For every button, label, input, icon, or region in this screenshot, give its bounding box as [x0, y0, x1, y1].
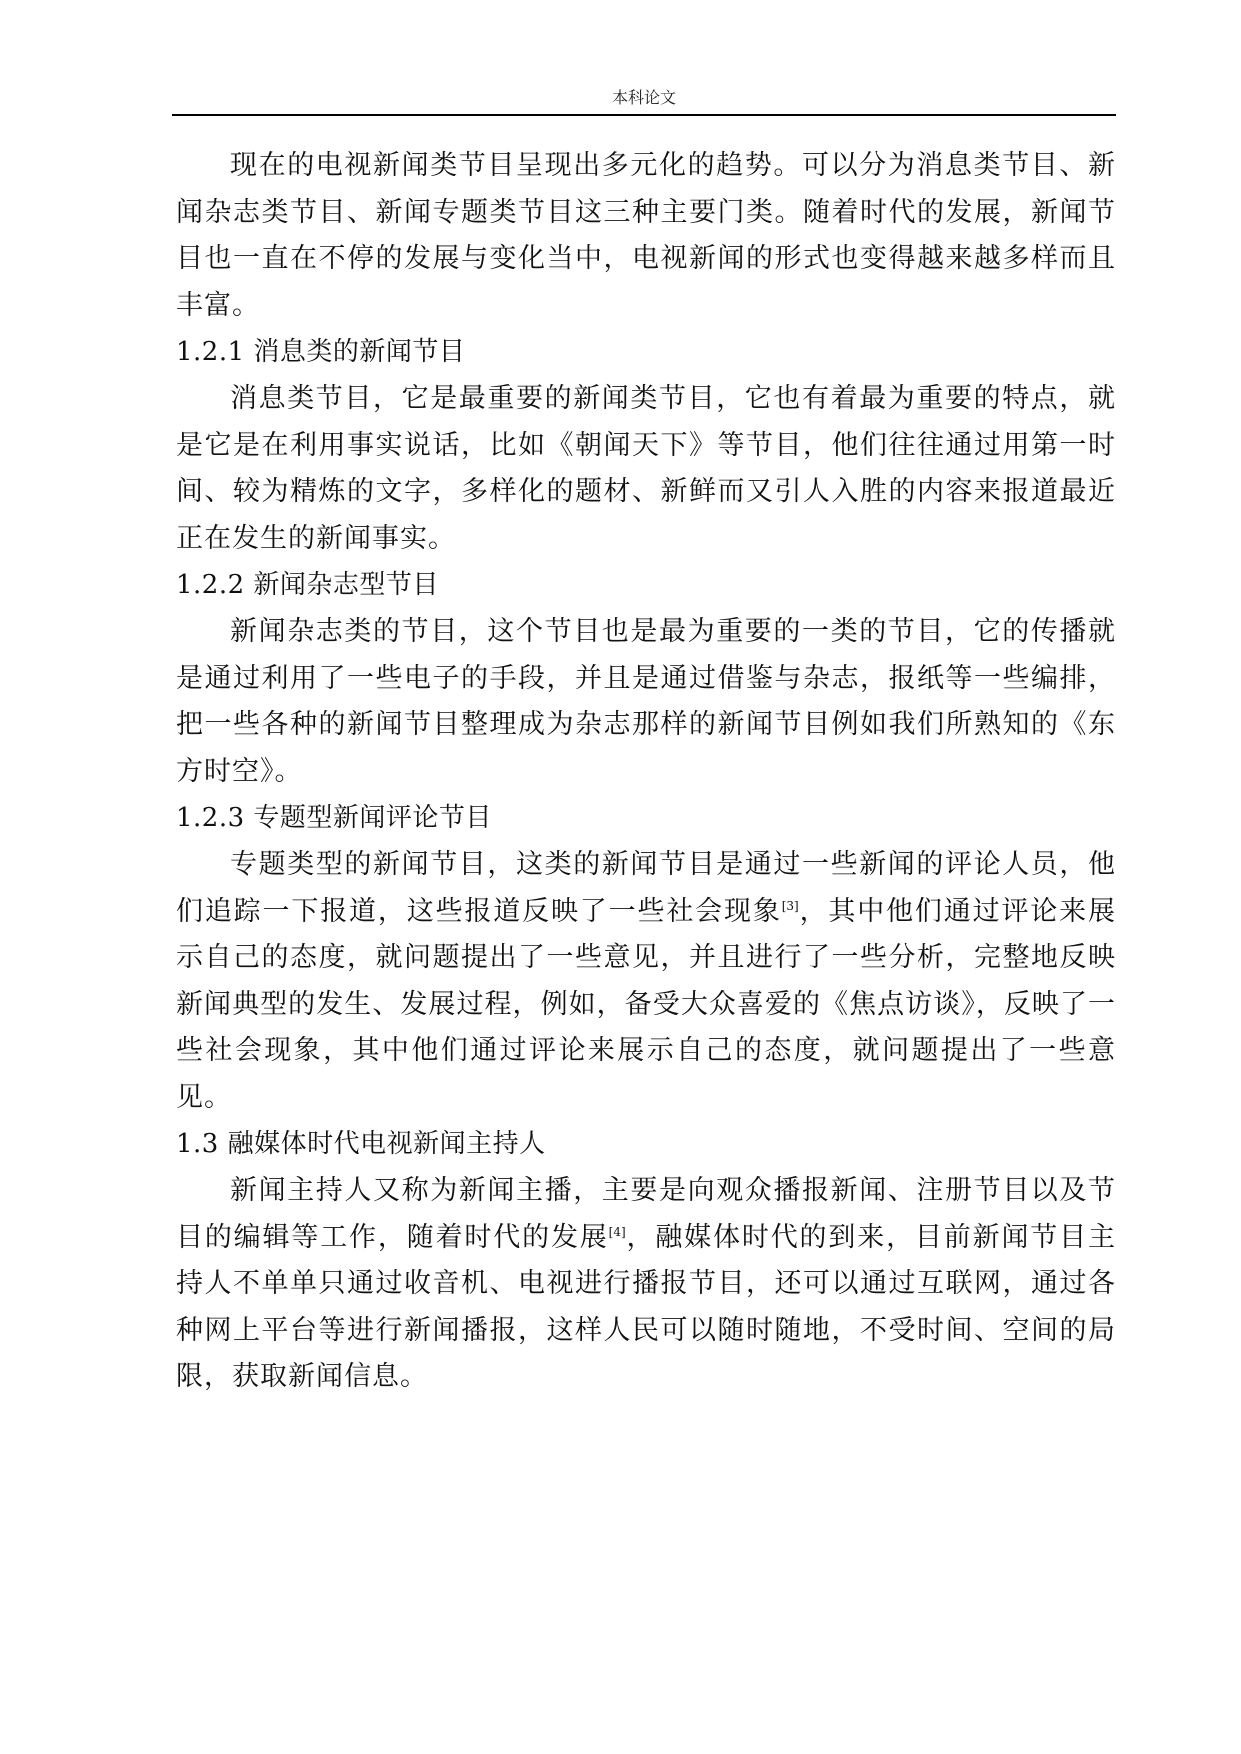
paragraph-text: 专题类型的新闻节目，这类的新闻节目是通过一些新闻的评论人员，他们追踪一下报道，这些报道反映了一些社会现象: [176, 848, 1116, 927]
paragraph-news-commentary: [176, 842, 1116, 1122]
section-heading-1-3: 1.3 融媒体时代电视新闻主持人: [176, 1129, 546, 1160]
citation-ref-3: [3]: [781, 898, 799, 913]
running-header: [172, 84, 1116, 116]
paragraph-text: 新闻主持人又称为新闻主播，主要是向观众播报新闻、注册节目以及节目的编辑等工作，随着时代的发展: [176, 1175, 1116, 1253]
section-heading-1-2-3: 1.2.3 专题型新闻评论节目: [176, 803, 492, 834]
paragraph-intro: 现在的电视新闻类节目呈现出多元化的趋势。可以分为消息类节目、新闻杂志类节目、新闻专题类节目这三种主要门类。随着时代的发展，新闻节目也一直在不停的发展与变化当中，电视新闻的形式也变得越来越多样而且丰富。: [176, 150, 1116, 321]
citation-ref-4: [4]: [608, 1224, 626, 1239]
section-heading-1-2-1: 1.2.1 消息类的新闻节目: [176, 337, 466, 368]
paragraph-news-anchor: [176, 1168, 1116, 1401]
document-body: [176, 143, 1116, 1401]
header-title: 本科论文: [611, 88, 676, 107]
paragraph-text: ，其中他们通过评论来展示自己的态度，就问题提出了一些意见，并且进行了一些分析，完整地反映新闻典型的发生、发展过程，例如，备受大众喜爱的《焦点访谈》，反映了一些社会现象，其中他们通过评论来展示自己的态度，就问题提出了一些意见。: [176, 895, 1116, 1113]
paragraph-news-bulletin: 消息类节目，它是最重要的新闻类节目，它也有着最为重要的特点，就是它是在利用事实说话，比如《朝闻天下》等节目，他们往往通过用第一时间、较为精炼的文字，多样化的题材、新鲜而又引人入胜的内容来报道最近正在发生的新闻事实。: [176, 382, 1116, 554]
paragraph-text: ，融媒体时代的到来，目前新闻节目主持人不单单只通过收音机、电视进行播报节目，还可以通过互联网，通过各种网上平台等进行新闻播报，这样人民可以随时随地，不受时间、空间的局限，获取新闻信息。: [176, 1221, 1116, 1393]
paragraph-news-magazine: 新闻杂志类的节目，这个节目也是最为重要的一类的节目，它的传播就是通过利用了一些电子的手段，并且是通过借鉴与杂志，报纸等一些编排，把一些各种的新闻节目整理成为杂志那样的新闻节目例如我们所熟知的《东方时空》。: [176, 615, 1116, 787]
section-heading-1-2-2: 1.2.2 新闻杂志型节目: [176, 570, 439, 601]
